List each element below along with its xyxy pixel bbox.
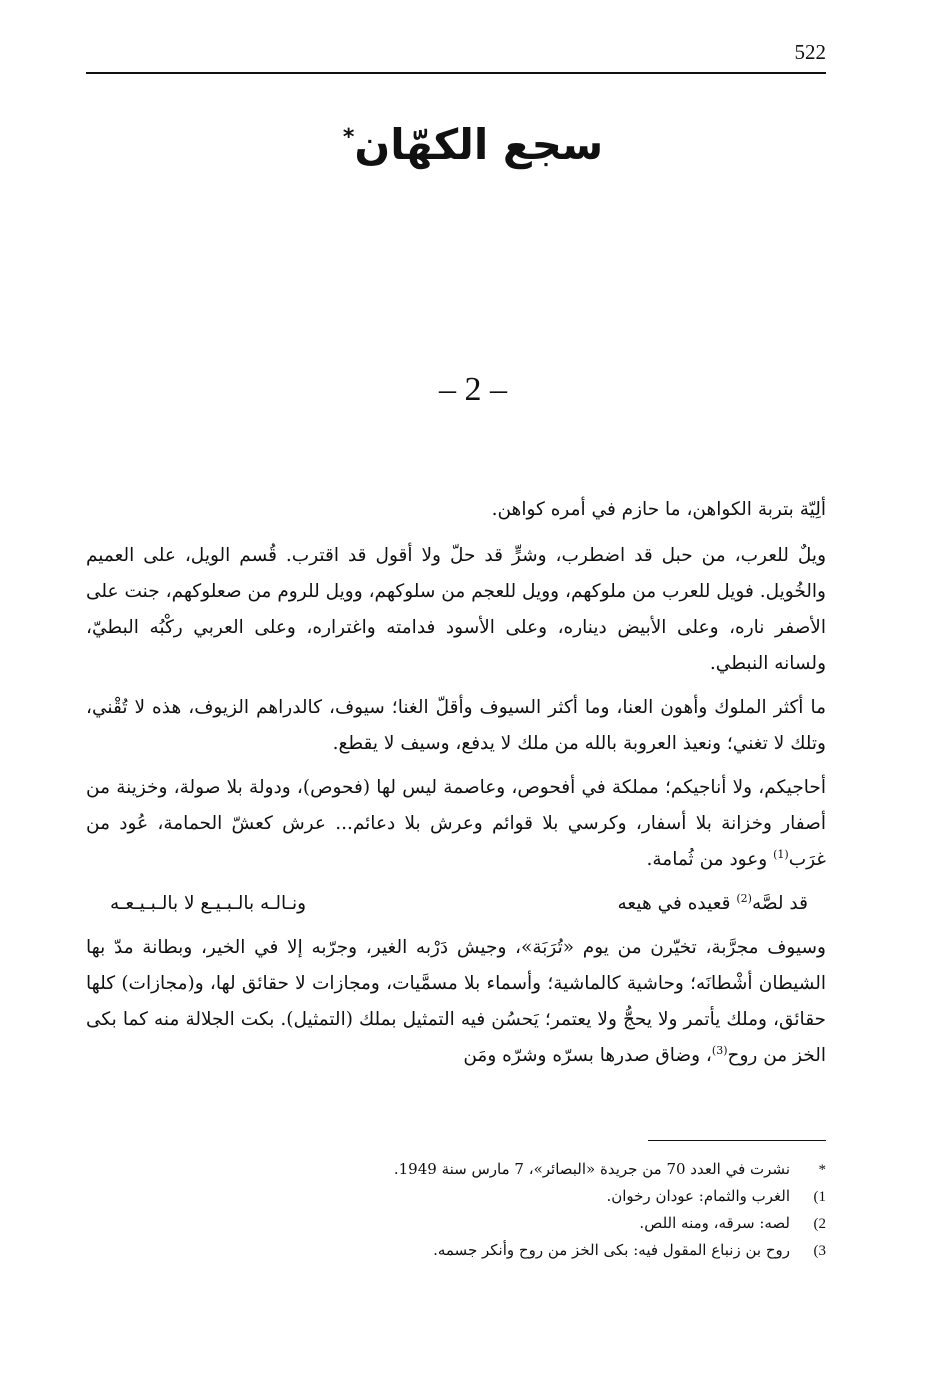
footnote <box>86 1183 826 1210</box>
footnote-marker: 3) <box>813 1243 826 1259</box>
footnote-text: نشرت في العدد 70 من جريدة «البصائر»، 7 مارس سنة 1949. <box>393 1160 790 1178</box>
verse-hemistich-1 <box>618 886 808 922</box>
footnote-text: الغرب والثمام: عودان رخوان. <box>606 1187 790 1205</box>
verse-line <box>86 886 826 922</box>
footnote-text: روح بن زنباع المقول فيه: بكى الخز من روح وأنكر جسمه. <box>433 1241 790 1259</box>
title-footnote-mark: * <box>342 125 355 150</box>
paragraph-text: وعود من ثُمامة. <box>646 849 774 870</box>
footnote-marker: 1) <box>813 1189 826 1205</box>
paragraph: ألِيّة بتربة الكواهن، ما حازم في أمره كواهن. <box>491 499 826 520</box>
paragraph-text: وسيوف مجرَّبة، تخيّرن من يوم «تُرَبَة»، وجيش دَرْبه الغير، وجرّبه إلا في الخير، وبطانة مدّ بها الشيطان أشْطانَه؛ وحاشية كالماشية؛ وأسماء بلا مسمَّيات، ومجازات لا حقائق لها، و(مجازات) كلها حقائق، وملك يأتمر ولا يحجُّ ولا يعتمر؛ يَحسُن فيه التمثيل بملك (التمثيل). بكت الجلالة منه كما بكى الخز من روح <box>86 937 826 1066</box>
header-rule <box>86 72 826 74</box>
page-title <box>0 108 946 175</box>
footnote-ref: (1) <box>773 847 789 861</box>
verse-hemistich-2: ونـالـه بالـبـيـع لا بالـبـيـعـه <box>110 893 307 914</box>
page-number: 522 <box>794 40 826 64</box>
footnote-text: لصه: سرقه، ومنه اللص. <box>639 1214 790 1232</box>
footnote-ref: (3) <box>711 1043 728 1057</box>
footnotes <box>86 1156 826 1264</box>
footnote <box>86 1210 826 1237</box>
footnote <box>86 1237 826 1264</box>
footnote-rule <box>648 1140 826 1141</box>
footnote-ref: (2) <box>736 891 752 905</box>
verse-text: قد لصَّه <box>751 893 808 914</box>
verse-text: قعيده في هيعه <box>617 893 737 914</box>
section-number: – 2 – <box>439 371 507 408</box>
paragraph-text: أحاجيكم، ولا أناجيكم؛ مملكة في أفحوص، وعاصمة ليس لها (فحوص)، ودولة بلا صولة، وخزينة من أصفار وخزانة بلا أسفار، وكرسي بلا قوائم وعرش بلا دعائم... عرش كعشّ الحمامة، عُود من غرَب <box>86 777 826 870</box>
paragraph <box>86 770 826 878</box>
article-body <box>86 492 826 1082</box>
footnote-marker: 2) <box>813 1216 826 1232</box>
paragraph: ما أكثر الملوك وأهون العنا، وما أكثر السيوف وأقلّ الغنا؛ سيوف، كالدراهم الزيوف، هذه لا تُقْني، وتلك لا تغني؛ ونعيذ العروبة بالله من ملك لا يدفع، وسيف لا يقطع. <box>86 697 826 754</box>
footnote-marker: * <box>818 1162 826 1178</box>
paragraph-text: ، وضاق صدرها بسرّه وشرّه ومَن <box>463 1045 712 1066</box>
paragraph <box>86 930 826 1074</box>
paragraph: ويلٌ للعرب، من حبل قد اضطرب، وشرٍّ قد حلّ ولا أقول قد اقترب. قُسم الويل، على العميم والخُويل. فويل للعرب من ملوكهم، وويل للعجم من سلوكهم، وويل للروم من صعلوكهم، جنت على الأصفر ناره، وعلى الأبيض ديناره، وعلى الأسود فدامته واغتراره، وعلى العربي ركْبُه البطيّ، ولسانه النبطي. <box>86 545 826 674</box>
page-title-text: سجع الكهّان <box>354 120 604 169</box>
footnote <box>86 1156 826 1183</box>
